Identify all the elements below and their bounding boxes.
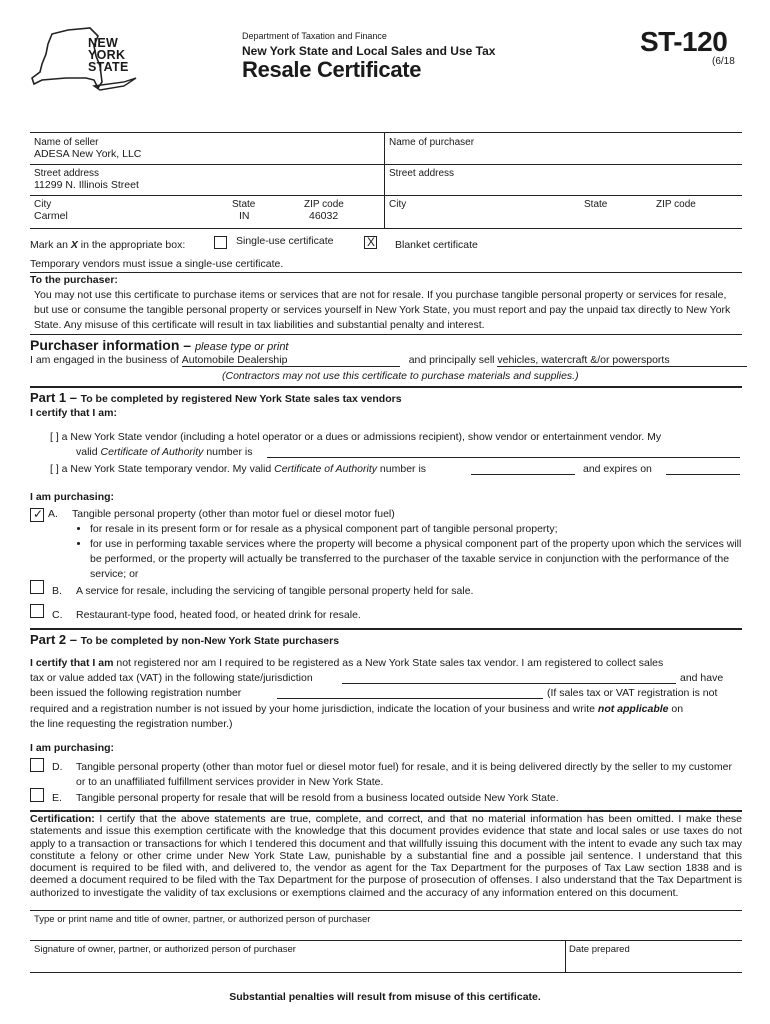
option-d-checkbox[interactable] — [30, 758, 44, 772]
seller-name-label: Name of seller — [34, 137, 99, 148]
signature-box-mid — [30, 940, 742, 941]
seller-city-field[interactable]: Carmel — [34, 210, 68, 222]
option-a-bullet-1: • for resale in its present form or for resale as a physical component part of tangible personal property; — [90, 522, 742, 537]
option-c-letter: C. — [52, 609, 63, 621]
signature-field[interactable] — [30, 956, 564, 972]
part1-top-rule — [30, 386, 742, 388]
seller-name-field[interactable]: ADESA New York, LLC — [34, 148, 142, 160]
option-b-checkbox[interactable] — [30, 580, 44, 594]
option-a-checkbox[interactable] — [30, 508, 44, 522]
date-prepared-field[interactable] — [566, 956, 742, 972]
seller-street-field[interactable]: 11299 N. Illinois Street — [34, 179, 139, 191]
option-c-text: Restaurant-type food, heated food, or heated drink for resale. — [76, 609, 361, 621]
part1-purchasing: I am purchasing: — [30, 491, 115, 503]
to-purchaser-text: You may not use this certificate to purchase items or services that are not for resale. If you purchase tangible personal property or services for resale, but use or consume the tangible personal property or services yourself in New York State, you must report and pay the unpaid tax directly to New York State. Any misuse of this certificate will result in tax liabilities and substantial penalty and interest. — [34, 289, 731, 331]
to-purchaser-heading: To the purchaser: — [30, 274, 118, 286]
box-bottom-border — [30, 228, 742, 229]
option-a-text: Tangible personal property (other than motor fuel or diesel motor fuel) — [72, 508, 395, 520]
seller-street-label: Street address — [34, 168, 100, 179]
part1-certify: I certify that I am: — [30, 407, 117, 419]
logo-text: NEW YORK STATE — [88, 36, 129, 74]
certification-top-rule — [30, 810, 742, 812]
seller-zip-field[interactable]: 46032 — [309, 210, 339, 222]
single-use-checkbox[interactable] — [214, 236, 227, 249]
blanket-label: Blanket certificate — [395, 239, 478, 251]
option-b-letter: B. — [52, 585, 62, 597]
print-name-label: Type or print name and title of owner, partner, or authorized person of purchaser — [34, 914, 371, 925]
signature-label: Signature of owner, partner, or authorized person of purchaser — [34, 944, 296, 955]
to-purchaser-bottom-rule — [30, 334, 742, 335]
part2-top-rule — [30, 628, 742, 630]
form-subtitle: New York State and Local Sales and Use Tax — [242, 44, 496, 58]
option-d-text: Tangible personal property (other than motor fuel or diesel motor fuel) for resale, and it is being delivered directly by the seller to my customer or to an unaffiliated fulfillment services provider in New York State. — [76, 761, 732, 788]
department-name: Department of Taxation and Finance — [242, 31, 387, 41]
purchaser-zip-label: ZIP code — [656, 199, 696, 210]
part1-option1-line2: valid Certificate of Authority number is — [76, 446, 253, 458]
row-divider-2 — [30, 195, 742, 196]
purchaser-name-label: Name of purchaser — [389, 137, 475, 148]
expires-field[interactable] — [666, 474, 740, 475]
box-divider — [384, 132, 385, 228]
part2-line3: been issued the following registration number — [30, 687, 242, 699]
to-purchaser-top-rule — [30, 272, 742, 273]
purchaser-info-heading: Purchaser information – please type or print — [30, 337, 289, 353]
option-b-text: A service for resale, including the servicing of tangible personal property held for sale. — [76, 585, 474, 597]
date-prepared-label: Date prepared — [569, 944, 630, 955]
certification-text: Certification: I certify that the above statements are true, complete, and correct, and that no material information has been omitted. I make these statements and issue this exemption certificate with the knowledge that this document provides evidence that state and local sales or use taxes do not apply to a transaction or transactions for which I tendered this document and that willfully issuing this document with the intent to evade any such tax may constitute a felony or other crime under New York State Law, punishable by a substantial fine and a possible jail sentence. I understand that this document is required to be filed with, and delivered to, the vendor as agent for the Tax Department for the purposes of Tax Law section 1838 and is deemed a document required to be filed with the Tax Department for the purpose of prosecution of offenses. I also understand that the Tax Department is authorized to investigate the validity of tax exclusions or exemptions claimed and the accuracy of any information entered on this document. — [30, 813, 742, 899]
option-e-letter: E. — [52, 792, 62, 804]
sell-field[interactable]: vehicles, watercraft &/or powersports — [497, 354, 747, 367]
box-top-border — [30, 132, 742, 133]
option-c-checkbox[interactable] — [30, 604, 44, 618]
option-a-check-mark: ✓ — [33, 507, 44, 521]
form-number: ST-120 — [640, 26, 728, 57]
part1-option1[interactable]: [ ] a New York State vendor (including a hotel operator or a dues or admissions recipient), show vendor or entertainment vendor. My — [50, 431, 662, 443]
print-name-field[interactable] — [30, 926, 742, 940]
part2-purchasing: I am purchasing: — [30, 742, 115, 754]
seller-city-label: City — [34, 199, 52, 210]
part2-certify-line1: I certify that I am not registered nor am I required to be registered as a New York State sales tax vendor. I am registered to collect sales — [30, 657, 664, 669]
seller-state-label: State — [232, 199, 256, 210]
part2-line4: required and a registration number is not issued by your home jurisdiction, indicate the location of your business and write not applicable on — [30, 703, 684, 715]
option-a-bullet-2: • for use in performing taxable services where the property will become a physical component part of the property upon which the services will be performed, or the property will actually be transferred to the purchaser of the taxable service in conjunction with the performance of the service; or — [90, 537, 742, 582]
business-field[interactable]: Automobile Dealership — [182, 354, 400, 367]
part2-line3-end: (If sales tax or VAT registration is not — [547, 687, 718, 699]
option-e-checkbox[interactable] — [30, 788, 44, 802]
blanket-checkbox[interactable] — [364, 236, 377, 249]
option-a-letter: A. — [48, 508, 58, 520]
part2-heading: Part 2 – To be completed by non-New York State purchasers — [30, 632, 340, 647]
blanket-check-mark: X — [367, 235, 376, 249]
coa-number-field-2[interactable] — [471, 474, 575, 475]
registration-number-field[interactable] — [277, 698, 543, 699]
option-e-text: Tangible personal property for resale that will be resold from a business located outside New York State. — [76, 792, 559, 804]
option-d-letter: D. — [52, 761, 63, 773]
signature-box-bottom — [30, 972, 742, 973]
part1-heading: Part 1 – To be completed by registered New York State sales tax vendors — [30, 390, 402, 405]
part2-line5: the line requesting the registration number.) — [30, 718, 233, 730]
expires-label: and expires on — [583, 463, 652, 475]
part2-line2: tax or value added tax (VAT) in the following state/jurisdiction — [30, 672, 313, 684]
form-revision: (6/18 — [712, 56, 735, 67]
signature-box-top — [30, 910, 742, 911]
single-use-label: Single-use certificate — [236, 235, 334, 247]
jurisdiction-field[interactable] — [342, 683, 676, 684]
purchaser-state-label: State — [584, 199, 608, 210]
penalty-footer: Substantial penalties will result from misuse of this certificate. — [229, 991, 541, 1003]
temporary-vendor-note: Temporary vendors must issue a single-use certificate. — [30, 258, 284, 270]
part2-line2-end: and have — [680, 672, 724, 684]
row-divider-1 — [30, 164, 742, 165]
business-line: I am engaged in the business of Automobile Dealership and principally sell vehicles, watercraft &/or powersports — [30, 353, 747, 368]
seller-zip-label: ZIP code — [304, 199, 344, 210]
option-a-bullets — [72, 522, 742, 582]
mark-box-prompt: Mark an X in the appropriate box: — [30, 239, 186, 251]
form-title: Resale Certificate — [242, 57, 422, 82]
seller-state-field[interactable]: IN — [239, 210, 250, 222]
contractors-note: (Contractors may not use this certificate to purchase materials and supplies.) — [222, 370, 579, 382]
coa-number-field-1[interactable] — [267, 457, 740, 458]
purchaser-street-label: Street address — [389, 168, 455, 179]
part1-option2[interactable]: [ ] a New York State temporary vendor. My valid Certificate of Authority number is — [50, 463, 427, 475]
purchaser-city-label: City — [389, 199, 407, 210]
